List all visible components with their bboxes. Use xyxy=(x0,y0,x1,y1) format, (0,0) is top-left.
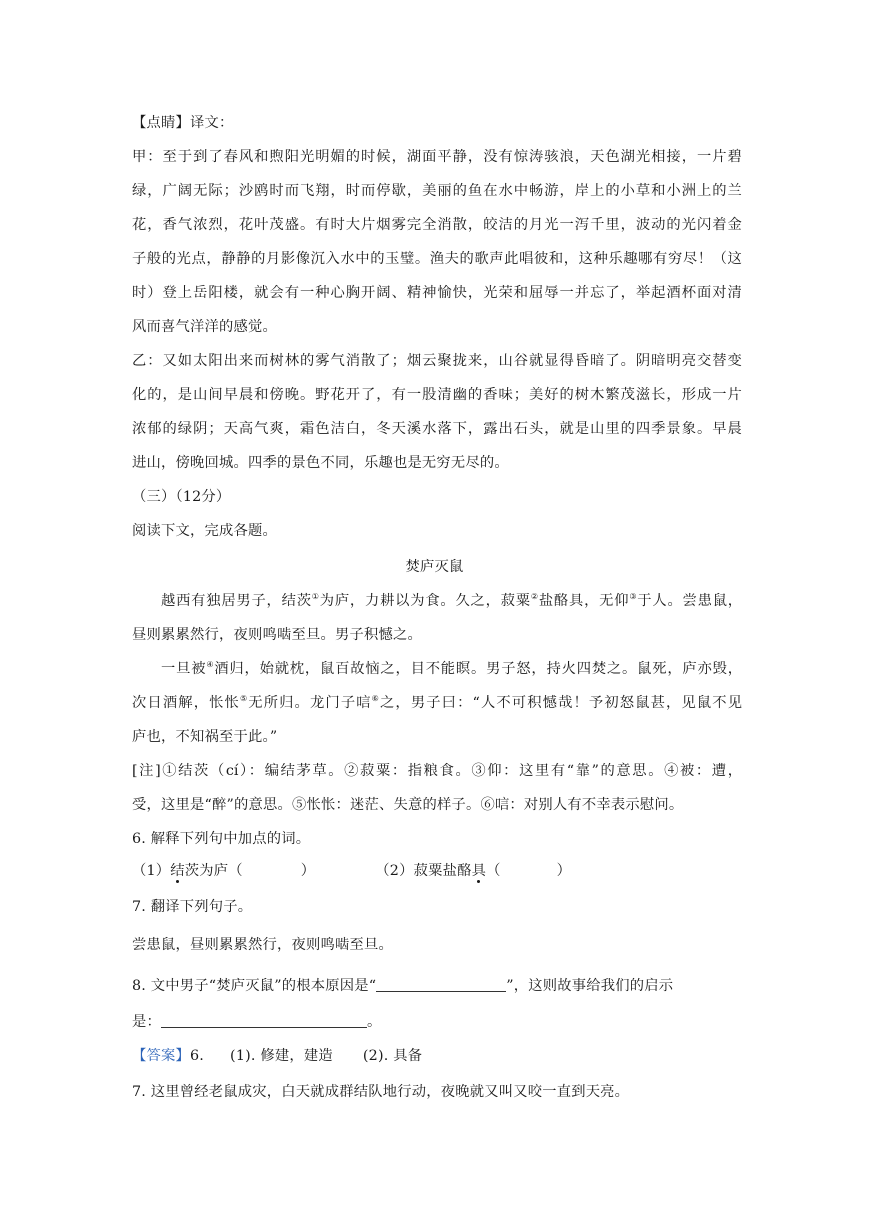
text-run: 酒归，始就枕，鼠百故恼之，目不能瞑。男子怒，持火四焚之。鼠死，庐亦毁， xyxy=(214,661,743,677)
footnote-mark: ⑤ xyxy=(239,694,249,703)
text-line: 时）登上岳阳楼，就会有一种心胸开阔、精神愉快，光荣和屈辱一并忘了，举起酒杯面对清 xyxy=(132,285,742,301)
text-run: ） xyxy=(300,863,316,879)
footnote-mark: ① xyxy=(311,592,320,601)
text-run: 之，男子曰：“人不可积憾哉！予初怒鼠甚，见鼠不见 xyxy=(379,695,743,711)
text-line: 庐也，不知祸至于此。” xyxy=(132,729,278,745)
text-run: 于人。尝患鼠， xyxy=(637,593,743,609)
text-line: 乙：又如太阳出来而树林的雾气消散了；烟云聚拢来，山谷就显得昏暗了。阴暗明亮交替变 xyxy=(132,353,742,369)
footnote-mark: ④ xyxy=(206,660,215,669)
text-run: 一旦被 xyxy=(161,661,207,677)
text-run: 茨为庐（ xyxy=(184,863,243,879)
text-run: （1） xyxy=(132,863,171,879)
text-run: 次日酒解，怅怅 xyxy=(132,695,240,711)
text-line xyxy=(161,659,742,679)
text-run: (2). 具备 xyxy=(362,1048,423,1064)
text-line: 昼则累累然行，夜则鸣啮至旦。男子积憾之。 xyxy=(132,627,422,643)
answer-tag: 【答案】 xyxy=(132,1048,190,1064)
text-line: 化的，是山间早晨和傍晚。野花开了，有一股清幽的香味；美好的树木繁茂滋长，形成一片 xyxy=(132,387,742,403)
text-run: ） xyxy=(556,863,572,879)
text-run: 。 xyxy=(367,1014,382,1030)
text-run: 为庐，力耕以为食。久之，菽粟 xyxy=(319,593,531,609)
question-6-prompt: 6. 解释下列句中加点的词。 xyxy=(132,831,311,847)
text-line xyxy=(161,591,742,611)
section-instruction: 阅读下文，完成各题。 xyxy=(132,523,277,539)
text-line xyxy=(132,693,742,713)
text-run: 是： xyxy=(132,1014,161,1030)
text-run: 无所归。龙门子唁 xyxy=(248,695,372,711)
text-line: [注]①结茨（cí）：编结茅草。②菽粟：指粮食。③仰：这里有“靠”的意思。④被：遭， xyxy=(132,763,742,779)
answer-6 xyxy=(132,1046,742,1066)
passage-title: 焚庐灭鼠 xyxy=(405,559,464,575)
text-run: (1). 修建，建造 xyxy=(230,1048,333,1064)
question-8-line-2 xyxy=(132,1012,742,1032)
question-7-sentence: 尝患鼠，昼则累累然行，夜则鸣啮至旦。 xyxy=(132,937,393,953)
answer-7: 7. 这里曾经老鼠成灾，白天就成群结队地行动，夜晚就又叫又咬一直到天亮。 xyxy=(132,1084,630,1100)
answer-blank[interactable] xyxy=(161,1013,367,1028)
footnote-mark: ⑥ xyxy=(371,694,380,703)
text-line: 子般的光点，静静的月影像沉入水中的玉璧。渔夫的歌声此唱彼和，这种乐趣哪有穷尽！（这 xyxy=(132,251,742,267)
text-run: （2）菽粟盐酪 xyxy=(375,863,472,879)
translation-heading: 【点睛】译文： xyxy=(132,115,234,131)
text-run: 6. xyxy=(190,1048,205,1064)
question-8-line-1 xyxy=(132,976,742,996)
text-run: 越西有独居男子，结茨 xyxy=(161,593,312,609)
text-line: 浓郁的绿阴；天高气爽，霜色洁白，冬天溪水落下，露出石头，就是山里的四季景象。早晨 xyxy=(132,421,742,437)
section-label: （三）（12分） xyxy=(132,489,231,505)
text-line: 风而喜气洋洋的感觉。 xyxy=(132,319,277,335)
footnote-mark: ③ xyxy=(629,592,638,601)
question-6-items xyxy=(132,861,742,881)
text-run: 盐酪具，无仰 xyxy=(538,593,630,609)
text-run: ”，这则故事给我们的启示 xyxy=(506,978,674,994)
text-line: 绿，广阔无际；沙鸥时而飞翔，时而停歇，美丽的鱼在水中畅游，岸上的小草和小洲上的兰 xyxy=(132,183,742,199)
text-line: 花，香气浓烈，花叶茂盛。有时大片烟雾完全消散，皎洁的月光一泻千里，波动的光闪着金 xyxy=(132,217,742,233)
text-line: 甲：至于到了春风和煦阳光明媚的时候，湖面平静，没有惊涛骇浪，天色湖光相接，一片碧 xyxy=(132,149,742,165)
footnote-mark: ② xyxy=(530,592,539,601)
answer-blank[interactable] xyxy=(376,977,506,992)
text-run: 8. 文中男子“焚庐灭鼠”的根本原因是“ xyxy=(132,978,377,994)
question-7-prompt: 7. 翻译下列句子。 xyxy=(132,899,253,915)
dotted-char: 具 xyxy=(471,863,487,879)
dotted-char: 结 xyxy=(170,863,185,879)
text-line: 受，这里是“醉”的意思。⑤怅怅：迷茫、失意的样子。⑥唁：对别人有不幸表示慰问。 xyxy=(132,797,684,813)
text-line: 进山，傍晚回城。四季的景色不同，乐趣也是无穷无尽的。 xyxy=(132,455,509,471)
text-run: （ xyxy=(486,863,501,879)
